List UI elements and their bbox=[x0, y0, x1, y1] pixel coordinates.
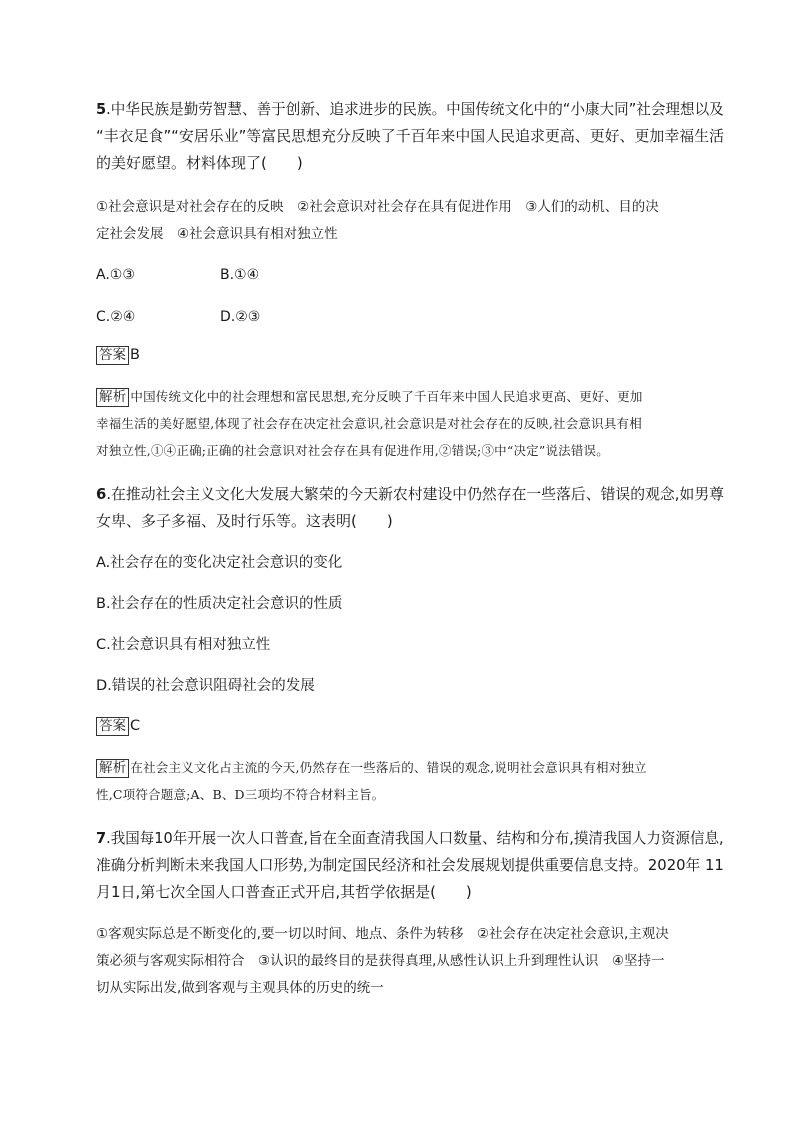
q5-explanation-line-3: 对独立性,①④正确;正确的社会意识对社会存在具有促进作用,②错误;③中“决定”说法错误。 bbox=[96, 443, 609, 458]
q6-answer-value: C bbox=[130, 718, 141, 734]
q5-answer-value: B bbox=[130, 347, 140, 363]
q6-explanation-line-1: 解析 在社会主义文化占主流的今天,仍然存在一些落后的、错误的观念,说明社会意识具有相对独立 bbox=[96, 758, 647, 778]
q6-option-a: A.社会存在的变化决定社会意识的变化 bbox=[96, 555, 343, 571]
answer-tag: 答案 bbox=[96, 717, 129, 736]
q7-stem-line-3: 月1日,第七次全国人口普查正式开启,其哲学依据是( ) bbox=[96, 883, 472, 901]
q5-number: 5 bbox=[96, 100, 107, 118]
q6-explanation-line-2: 性,C项符合题意;A、B、D三项均不符合材料主旨。 bbox=[96, 787, 385, 802]
q7-statement-line-2: 策必须与客观实际相符合 ③认识的最终目的是获得真理,从感性认识上升到理性认识 ④坚持一 bbox=[96, 953, 665, 969]
q7-number: 7 bbox=[96, 829, 107, 847]
q6-stem-line-2: 女卑、多子多福、及时行乐等。这表明( ) bbox=[96, 512, 393, 530]
q5-option-d: D.②③ bbox=[220, 309, 261, 325]
q5-option-b: B.①④ bbox=[220, 267, 260, 283]
q5-explanation-line-2: 幸福生活的美好愿望,体现了社会存在决定社会意识,社会意识是对社会存在的反映,社会意识具有相 bbox=[96, 416, 642, 431]
q7-statement-line-1: ①客观实际总是不断变化的,要一切以时间、地点、条件为转移 ②社会存在决定社会意识,主观决 bbox=[96, 926, 669, 942]
q5-option-a: A.①③ bbox=[96, 267, 135, 283]
q6-answer bbox=[96, 716, 140, 736]
q5-option-c: C.②④ bbox=[96, 309, 136, 325]
q6-option-b: B.社会存在的性质决定社会意识的性质 bbox=[96, 596, 343, 612]
q5-stem-line-2: “丰衣足食”“安居乐业”等富民思想充分反映了千百年来中国人民追求更高、更好、更加幸福生活 bbox=[96, 127, 725, 145]
q5-statement-line-2: 定社会发展 ④社会意识具有相对独立性 bbox=[96, 226, 338, 242]
answer-tag: 答案 bbox=[96, 346, 129, 365]
q6-number: 6 bbox=[96, 485, 107, 503]
q6-stem-line-1: 6.在推动社会主义文化大发展大繁荣的今天新农村建设中仍然存在一些落后、错误的观念,如男尊 bbox=[96, 485, 724, 503]
q6-option-d: D.错误的社会意识阻碍社会的发展 bbox=[96, 678, 315, 694]
explanation-tag: 解析 bbox=[96, 759, 129, 778]
q5-explanation-line-1: 解析 中国传统文化中的社会理想和富民思想,充分反映了千百年来中国人民追求更高、更好、更加 bbox=[96, 387, 643, 407]
q5-statement-line-1: ①社会意识是对社会存在的反映 ②社会意识对社会存在具有促进作用 ③人们的动机、目的决 bbox=[96, 199, 659, 215]
q7-stem-line-1: 7.我国每10年开展一次人口普查,旨在全面查清我国人口数量、结构和分布,摸清我国人力资源信息, bbox=[96, 829, 724, 847]
q5-stem-line-1: 5.中华民族是勤劳智慧、善于创新、追求进步的民族。中国传统文化中的“小康大同”社会理想以及 bbox=[96, 100, 724, 118]
q7-stem-line-2: 准确分析判断未来我国人口形势,为制定国民经济和社会发展规划提供重要信息支持。2020年 11 bbox=[96, 856, 724, 874]
q7-statement-line-3: 切从实际出发,做到客观与主观具体的历史的统一 bbox=[96, 980, 384, 996]
q5-stem-line-3: 的美好愿望。材料体现了( ) bbox=[96, 154, 303, 172]
q5-answer bbox=[96, 345, 140, 365]
explanation-tag: 解析 bbox=[96, 388, 129, 407]
q6-option-c: C.社会意识具有相对独立性 bbox=[96, 637, 271, 653]
